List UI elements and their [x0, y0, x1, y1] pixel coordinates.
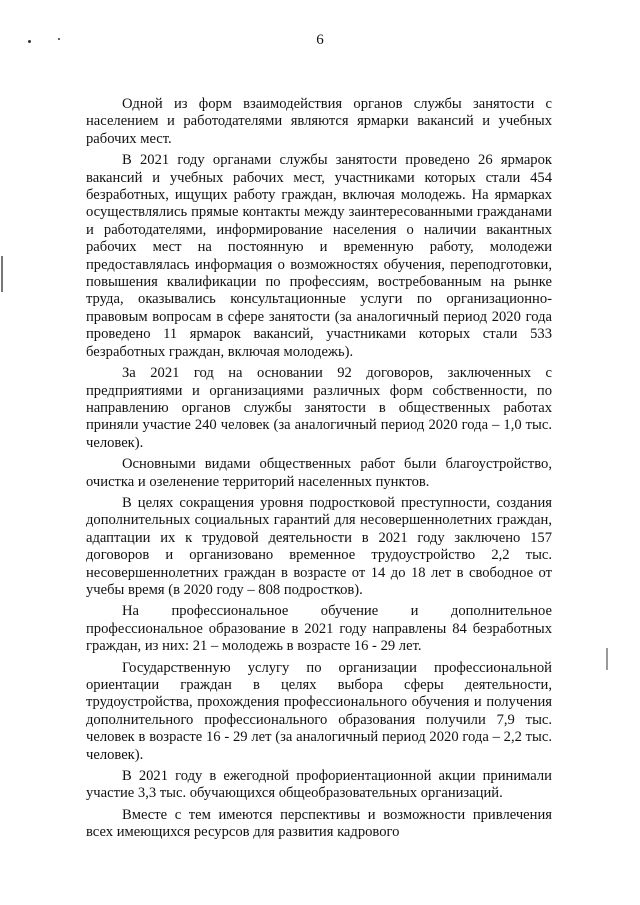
- scan-margin-mark: [606, 648, 608, 670]
- paragraph-public-works-types: Основными видами общественных работ были благоустройство, очистка и озеленение территорий населенных пунктов.: [86, 456, 552, 490]
- paragraph-public-works: За 2021 год на основании 92 договоров, заключенных с предприятиями и организациями различных форм собственности, по направлению органов службы занятости в общественных работах приняли участие 240 человек (за аналогичный период 2020 года – 1,0 тыс. человек).: [86, 365, 552, 451]
- paragraph-minors-employment: В целях сокращения уровня подростковой преступности, создания дополнительных социальных гарантий для несовершеннолетних граждан, адаптации их к трудовой деятельности в 2021 году заключено 157 договоров и организовано временное трудоустройство 2,2 тыс. несовершеннолетних граждан в возрасте от 14 до 18 лет в свободное от учебы время (в 2020 году – 808 подростков).: [86, 494, 552, 598]
- page-number: 6: [316, 32, 324, 48]
- paragraph-professional-training: На профессиональное обучение и дополнительное профессиональное образование в 2021 году направлены 84 безработных граждан, из них: 21 – молодежь в возрасте 16 - 29 лет.: [86, 603, 552, 655]
- document-body: [86, 96, 552, 842]
- scan-speck: [28, 40, 31, 43]
- paragraph-career-guidance-campaign: В 2021 году в ежегодной профориентационной акции принимали участие 3,3 тыс. обучающихся общеобразовательных организаций.: [86, 768, 552, 802]
- scan-edge-mark: [1, 256, 3, 292]
- paragraph-prospects: Вместе с тем имеются перспективы и возможности привлечения всех имеющихся ресурсов для развития кадрового: [86, 806, 552, 841]
- paragraph-job-fairs-2021: В 2021 году органами службы занятости проведено 26 ярмарок вакансий и учебных рабочих мест, участниками которых стали 454 безработных, ищущих работу граждан, включая молодежь. На ярмарках осуществлялись прямые контакты между заинтересованными гражданами и работодателями, информирование населения о наличии вакантных рабочих мест на постоянную и временную работу, молодежи предоставлялась информация о возможностях обучения, переподготовки, повышения квалификации по профессиям, востребованным на рынке труда, оказывались консультационные услуги по организационно-правовым вопросам в сфере занятости (за аналогичный период 2020 года проведено 11 ярмарок вакансий, участниками которых стали 533 безработных граждан, включая молодежь).: [86, 152, 552, 360]
- paragraph-career-guidance: Государственную услугу по организации профессиональной ориентации граждан в целях выбора сферы деятельности, трудоустройства, прохождения профессионального обучения и получения дополнительного профессионального образования получили 7,9 тыс. человек в возрасте 16 - 29 лет (за аналогичный период 2020 года – 2,2 тыс. человек).: [86, 659, 552, 763]
- paragraph-job-fairs-intro: Одной из форм взаимодействия органов службы занятости с населением и работодателями являются ярмарки вакансий и учебных рабочих мест.: [86, 96, 552, 147]
- scan-speck: [58, 38, 60, 40]
